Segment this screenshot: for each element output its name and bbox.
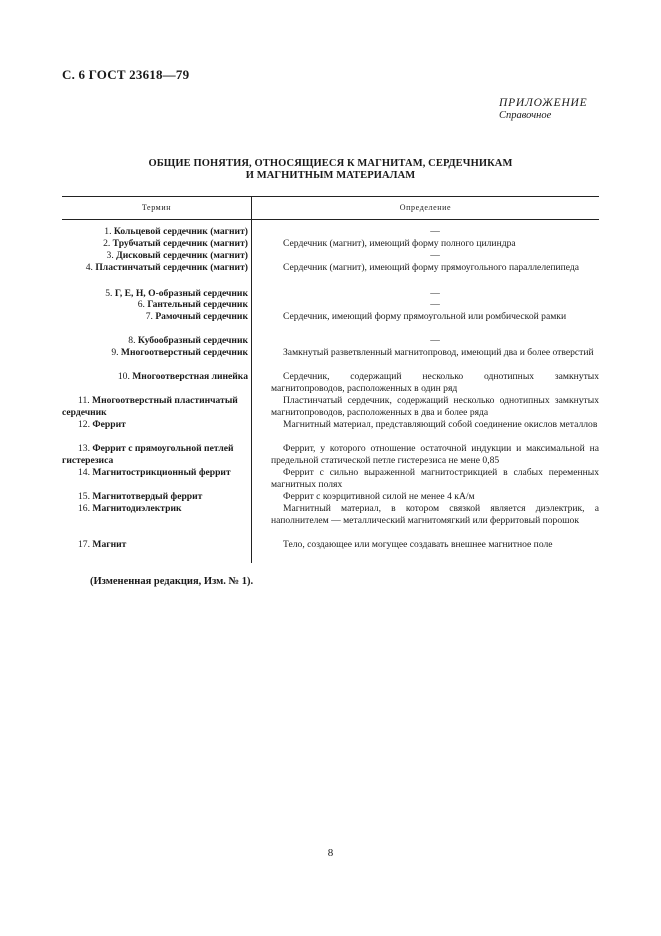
section-title-line-1: ОБЩИЕ ПОНЯТИЯ, ОТНОСЯЩИЕСЯ К МАГНИТАМ, СЕРДЕЧНИКАМ (148, 158, 513, 169)
term-cell: 15. Магнитотвердый феррит (78, 491, 203, 502)
section-title-line-2: И МАГНИТНЫМ МАТЕРИАЛАМ (245, 170, 416, 181)
table-header-rule (62, 219, 599, 220)
definition-cell: Сердечник, имеющий форму прямоугольной или ромбической рамки (283, 311, 567, 322)
definition-cell: Замкнутый разветвленный магнитопровод, имеющий два и более отверстий (283, 347, 594, 358)
amendment-note: (Измененная редакция, Изм. № 1). (90, 576, 254, 587)
document-header: С. 6 ГОСТ 23618—79 (62, 67, 190, 82)
table-column-divider (251, 196, 252, 563)
definition-cell: — (430, 288, 440, 299)
term-cell: 9. Многоотверстный сердечник (111, 347, 248, 358)
term-cell: 4. Пластинчатый сердечник (магнит) (85, 262, 248, 273)
definition-cell: Феррит с сильно выраженной магнитострикцией в слабых переменных магнитных полях (271, 467, 599, 490)
definition-cell: Магнитный материал, в котором связкой является диэлектрик, а наполнителем — металлический магнитомягкий или ферритовый порошок (271, 503, 599, 526)
term-cell: 14. Магнитострикционный феррит (78, 467, 231, 478)
term-cell: 2. Трубчатый сердечник (магнит) (103, 238, 248, 249)
column-header-definition: Определение (399, 203, 452, 212)
term-cell: 13. Феррит с прямоугольной петлей гистерезиса (62, 443, 234, 466)
page-number: 8 (327, 847, 334, 859)
term-cell: 6. Гантельный сердечник (137, 299, 248, 310)
definition-cell: Пластинчатый сердечник, содержащий несколько однотипных замкнутых магнитопроводов, расположенных в два и более ряда (271, 395, 599, 418)
definition-cell: Тело, создающее или могущее создавать внешнее магнитное поле (283, 539, 553, 550)
definition-cell: — (430, 226, 440, 237)
term-cell: 8. Кубообразный сердечник (128, 335, 248, 346)
table-top-rule (62, 196, 599, 197)
term-cell: 10. Многоотверстная линейка (117, 371, 248, 382)
section-title (62, 158, 599, 182)
term-cell: 5. Г, Е, Н, О-образный сердечник (105, 288, 248, 299)
definition-cell: Сердечник (магнит), имеющий форму прямоугольного параллелепипеда (283, 262, 580, 273)
definition-cell: Феррит, у которого отношение остаточной индукции и максимальной на предельной статической петле гистерезиса не мене 0,85 (271, 443, 599, 466)
term-cell: 7. Рамочный сердечник (145, 311, 248, 322)
appendix-label-block (499, 97, 599, 121)
definition-cell: — (430, 335, 440, 346)
appendix-label: ПРИЛОЖЕНИЕ (499, 97, 588, 109)
definition-cell: — (430, 299, 440, 310)
term-cell: 3. Дисковый сердечник (магнит) (106, 250, 248, 261)
term-cell: 1. Кольцевой сердечник (магнит) (104, 226, 248, 237)
term-cell: 16. Магнитодиэлектрик (78, 503, 182, 514)
definition-cell: Феррит с коэрцитивной силой не менее 4 кА/м (283, 491, 475, 502)
term-cell: 11. Многоотверстный пластинчатый сердечник (62, 395, 238, 418)
column-header-term: Термин (141, 203, 172, 212)
term-cell: 12. Феррит (78, 419, 126, 430)
appendix-sublabel: Справочное (499, 110, 552, 121)
definition-cell: Сердечник, содержащий несколько однотипных замкнутых магнитопроводов, расположенных в один ряд (271, 371, 599, 394)
term-cell: 17. Магнит (78, 539, 127, 550)
definition-cell: Магнитный материал, представляющий собой соединение окислов металлов (283, 419, 598, 430)
definition-cell: — (430, 250, 440, 261)
definition-cell: Сердечник (магнит), имеющий форму полного цилиндра (283, 238, 516, 249)
